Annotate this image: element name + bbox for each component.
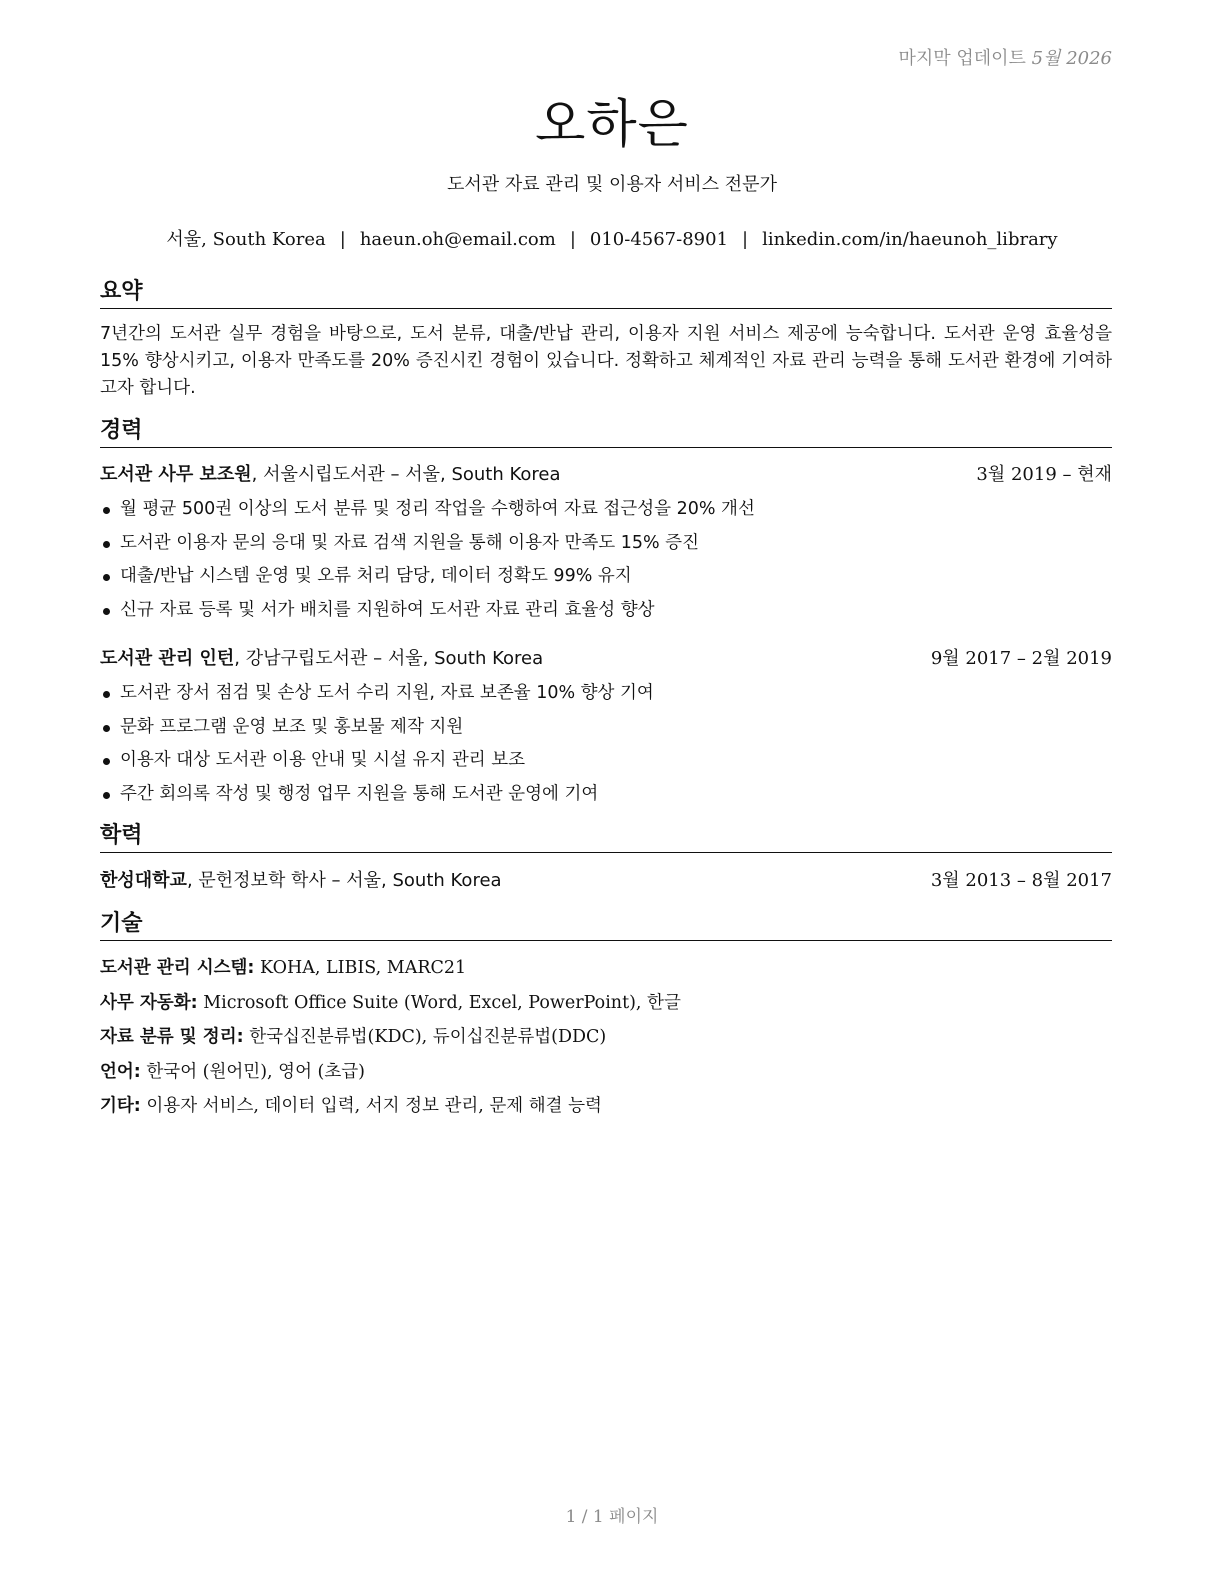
- skill-value: Microsoft Office Suite (Word, Excel, PowerPoint), 한글: [203, 992, 681, 1013]
- contact-linkedin[interactable]: linkedin.com/in/haeunoh_library: [762, 229, 1058, 250]
- school-name: 한성대학교: [100, 870, 187, 891]
- job-bullets: [100, 677, 1112, 812]
- job-org: , 서울시립도서관 – 서울, South Korea: [251, 464, 561, 485]
- entry-header: [100, 461, 1112, 489]
- bullet-item: 문화 프로그램 운영 보조 및 홍보물 제작 지원: [100, 711, 1112, 745]
- contact-separator: |: [569, 229, 576, 250]
- education-title: 학력: [100, 822, 1112, 853]
- skill-label: 자료 분류 및 정리:: [100, 1027, 244, 1047]
- skill-label: 언어:: [100, 1061, 141, 1082]
- job-dates: 3월 2019 – 현재: [976, 464, 1112, 485]
- skill-label: 기타:: [100, 1096, 141, 1116]
- contact-line: [0, 225, 1224, 251]
- education-section: [100, 822, 1112, 895]
- contact-phone[interactable]: 010-4567-8901: [589, 229, 729, 250]
- summary-title: 요약: [100, 278, 1112, 309]
- bullet-item: 도서관 장서 점검 및 손상 도서 수리 지원, 자료 보존율 10% 향상 기여: [100, 677, 1112, 711]
- skills-list: [100, 951, 1112, 1124]
- bullet-item: 이용자 대상 도서관 이용 안내 및 시설 유지 관리 보조: [100, 744, 1112, 778]
- skill-row: [100, 1055, 1112, 1090]
- summary-text: 7년간의 도서관 실무 경험을 바탕으로, 도서 분류, 대출/반납 관리, 이용자 지원 서비스 제공에 능숙합니다. 도서관 운영 효율성을 15% 향상시키고, 이용자 만족도를 20% 증진시킨 경험이 있습니다. 정확하고 체계적인 자료 관리 능력을 통해 도서관 환경에 기여하고자 합니다.: [100, 324, 1112, 398]
- experience-title: 경력: [100, 417, 1112, 448]
- experience-entry: [100, 645, 1112, 812]
- job-bullets: [100, 493, 1112, 628]
- job-title: 도서관 사무 보조원: [100, 464, 252, 485]
- bullet-item: 월 평균 500권 이상의 도서 분류 및 정리 작업을 수행하여 자료 접근성을 20% 개선: [100, 493, 1112, 527]
- summary-section: [100, 278, 1112, 402]
- education-entry: [100, 867, 1112, 895]
- skill-value: 한국십진분류법(KDC), 듀이십진분류법(DDC): [249, 1027, 607, 1047]
- skills-title: 기술: [100, 910, 1112, 941]
- job-dates: 9월 2017 – 2월 2019: [930, 647, 1112, 669]
- skill-row: [100, 986, 1112, 1021]
- last-updated-month: 5월: [1031, 48, 1061, 69]
- experience-section: [100, 417, 1112, 812]
- skill-value: 이용자 서비스, 데이터 입력, 서지 정보 관리, 문제 해결 능력: [146, 1096, 602, 1116]
- contact-separator: |: [339, 229, 346, 250]
- skill-row: [100, 951, 1112, 986]
- education-dates: 3월 2013 – 8월 2017: [930, 870, 1112, 891]
- skills-section: [100, 910, 1112, 1124]
- skill-value: KOHA, LIBIS, MARC21: [260, 958, 467, 978]
- experience-entry: [100, 461, 1112, 628]
- resume-headline: 도서관 자료 관리 및 이용자 서비스 전문가: [447, 174, 777, 195]
- bullet-item: 주간 회의록 작성 및 행정 업무 지원을 통해 도서관 운영에 기여: [100, 778, 1112, 812]
- contact-email[interactable]: haeun.oh@email.com: [359, 229, 556, 250]
- job-title: 도서관 관리 인턴: [100, 647, 235, 669]
- page-indicator: 1 / 1 페이지: [565, 1507, 659, 1527]
- last-updated: [898, 44, 1112, 70]
- last-updated-year: 2026: [1066, 48, 1112, 69]
- contact-separator: |: [742, 229, 749, 250]
- degree-detail: , 문헌정보학 학사 – 서울, South Korea: [186, 870, 502, 891]
- bullet-item: 대출/반납 시스템 운영 및 오류 처리 담당, 데이터 정확도 99% 유지: [100, 560, 1112, 594]
- bullet-item: 도서관 이용자 문의 응대 및 자료 검색 지원을 통해 이용자 만족도 15% 증진: [100, 527, 1112, 561]
- skill-row: [100, 1020, 1112, 1055]
- skill-row: [100, 1089, 1112, 1124]
- skill-value: 한국어 (원어민), 영어 (초급): [146, 1061, 366, 1082]
- skill-label: 도서관 관리 시스템:: [100, 958, 255, 978]
- job-org: , 강남구립도서관 – 서울, South Korea: [234, 647, 544, 669]
- bullet-item: 신규 자료 등록 및 서가 배치를 지원하여 도서관 자료 관리 효율성 향상: [100, 594, 1112, 628]
- contact-location: 서울, South Korea: [166, 229, 326, 250]
- resume-name: 오하은: [535, 95, 689, 155]
- entry-header: [100, 645, 1112, 673]
- skill-label: 사무 자동화:: [100, 992, 198, 1013]
- last-updated-label: 마지막 업데이트: [898, 48, 1026, 69]
